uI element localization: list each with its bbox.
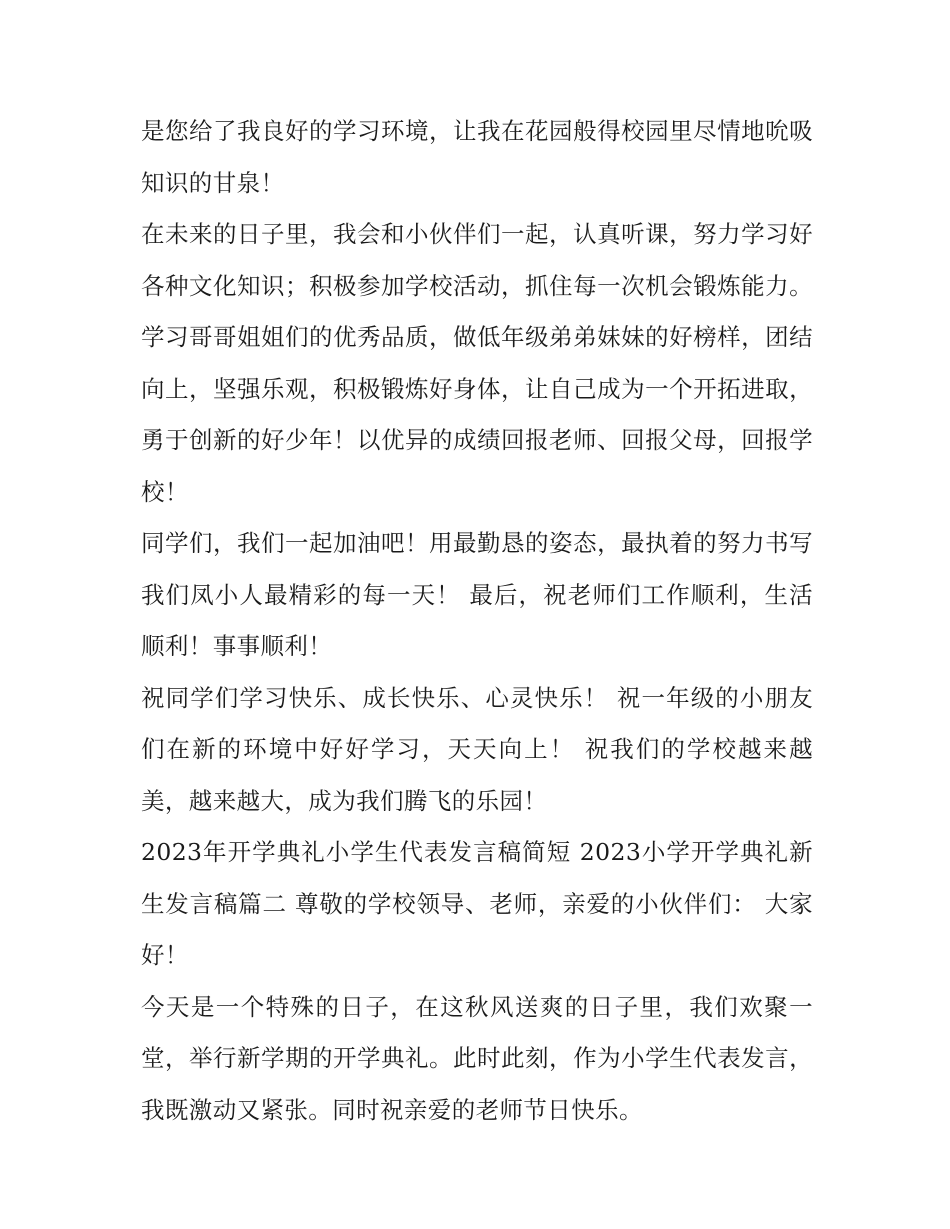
paragraph: 2023年开学典礼小学生代表发言稿简短 2023小学开学典礼新生发言稿篇二 尊敬的学校领导、老师，亲爱的小伙伴们： 大家好！ [141,838,813,969]
paragraph: 今天是一个特殊的日子，在这秋风送爽的日子里，我们欢聚一堂，举行新学期的开学典礼。此时此刻，作为小学生代表发言，我既激动又紧张。同时祝亲爱的老师节日快乐。 [141,992,813,1124]
paragraph: 同学们，我们一起加油吧！用最勤恳的姿态，最执着的努力书写我们凤小人最精彩的每一天！ 最后，祝老师们工作顺利，生活顺利！事事顺利！ [141,529,813,660]
document-body [141,106,813,1136]
paragraph: 祝同学们学习快乐、成长快乐、心灵快乐！ 祝一年级的小朋友们在新的环境中好好学习，天天向上！ 祝我们的学校越来越美，越来越大，成为我们腾飞的乐园！ [141,683,813,815]
paragraph: 是您给了我良好的学习环境，让我在花园般得校园里尽情地吮吸知识的甘泉！ [141,117,813,197]
paragraph: 在未来的日子里，我会和小伙伴们一起，认真听课，努力学习好各种文化知识；积极参加学校活动，抓住每一次机会锻炼能力。学习哥哥姐姐们的优秀品质，做低年级弟弟妹妹的好榜样，团结向上，坚强乐观，积极锻炼好身体，让自己成为一个开拓进取，勇于创新的好少年！以优异的成绩回报老师、回报父母，回报学校！ [141,220,813,506]
